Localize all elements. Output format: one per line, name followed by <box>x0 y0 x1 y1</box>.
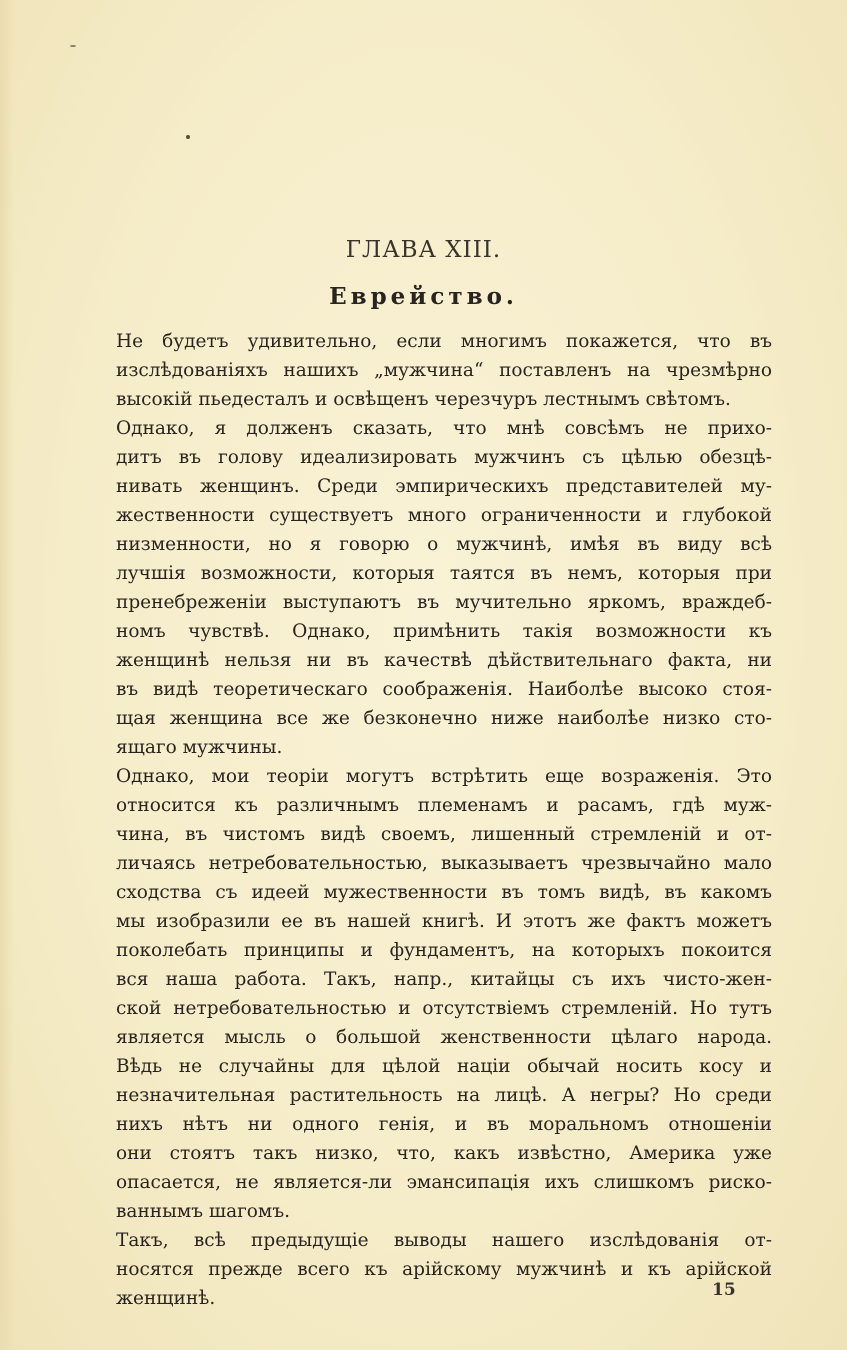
text-line: лучшія возможности, которыя таятся въ немъ, которыя при <box>116 563 772 584</box>
text-line: они стоятъ такъ низко, что, какъ извѣстно, Америка уже <box>116 1143 772 1164</box>
text-line: Не будетъ удивительно, если многимъ покажется, что въ <box>116 331 772 352</box>
text-line: вся наша работа. Такъ, напр., китайцы съ ихъ чисто-жен- <box>116 969 772 990</box>
body-text <box>116 327 772 1313</box>
text-line: низменности, но я говорю о мужчинѣ, имѣя въ виду всѣ <box>116 534 772 555</box>
text-line: личаясь нетребовательностью, выказываетъ чрезвычайно мало <box>116 853 772 874</box>
text-line: Однако, мои теоріи могутъ встрѣтить еще возраженія. Это <box>116 766 772 787</box>
paragraph <box>116 762 772 1226</box>
text-line: Такъ, всѣ предыдущіе выводы нашего изслѣдованія от- <box>116 1230 772 1251</box>
paragraph <box>116 414 772 762</box>
text-line: нивать женщинъ. Среди эмпирическихъ представителей му- <box>116 476 772 497</box>
text-line: Вѣдь не случайны для цѣлой націи обычай носить косу и <box>116 1056 772 1077</box>
text-line: жественности существуетъ много ограниченности и глубокой <box>116 505 772 526</box>
ink-speck <box>70 45 76 47</box>
text-line: нихъ нѣтъ ни одного генія, и въ моральномъ отношеніи <box>116 1114 772 1135</box>
text-line: въ видѣ теоретическаго соображенія. Наиболѣе высоко стоя- <box>116 679 772 700</box>
paragraph <box>116 327 772 414</box>
text-line: ской нетребовательностью и отсутствіемъ стремленій. Но тутъ <box>116 998 772 1019</box>
text-line: сходства съ идеей мужественности въ томъ видѣ, въ какомъ <box>116 882 772 903</box>
text-line: женщинѣ. <box>116 1288 216 1309</box>
text-line: номъ чувствѣ. Однако, примѣнить такія возможности къ <box>116 621 772 642</box>
text-line: ваннымъ шагомъ. <box>116 1201 290 1222</box>
text-line: ящаго мужчины. <box>116 737 283 758</box>
text-line: мы изобразили ее въ нашей книгѣ. И этотъ же фактъ можетъ <box>116 911 772 932</box>
text-line: Однако, я долженъ сказать, что мнѣ совсѣмъ не прихо- <box>116 418 772 439</box>
page-edge-shading <box>0 0 14 1350</box>
text-line: щая женщина все же безконечно ниже наиболѣе низко сто- <box>116 708 772 729</box>
page-number: 15 <box>712 1280 736 1300</box>
text-line: поколебать принципы и фундаментъ, на которыхъ покоится <box>116 940 772 961</box>
chapter-subtitle: Еврейство. <box>329 283 518 310</box>
text-line: опасается, не является-ли эмансипація ихъ слишкомъ риско- <box>116 1172 772 1193</box>
chapter-title: ГЛАВА XIII. <box>345 237 502 263</box>
text-line: носятся прежде всего къ арійскому мужчинѣ и къ арійской <box>116 1259 772 1280</box>
text-line: чина, въ чистомъ видѣ своемъ, лишенный стремленій и от- <box>116 824 772 845</box>
text-line: дитъ въ голову идеализировать мужчинъ съ цѣлью обезцѣ- <box>116 447 772 468</box>
paragraph <box>116 1226 772 1313</box>
text-line: относится къ различнымъ племенамъ и расамъ, гдѣ муж- <box>116 795 772 816</box>
ink-speck <box>186 135 190 139</box>
text-line: незначительная растительность на лицѣ. А негры? Но среди <box>116 1085 772 1106</box>
text-line: пренебреженіи выступаютъ въ мучительно яркомъ, враждеб- <box>116 592 772 613</box>
text-line: высокій пьедесталъ и освѣщенъ черезчуръ лестнымъ свѣтомъ. <box>116 389 731 410</box>
text-line: женщинѣ нельзя ни въ качествѣ дѣйствительнаго факта, ни <box>116 650 772 671</box>
text-line: изслѣдованіяхъ нашихъ „мужчина“ поставленъ на чрезмѣрно <box>116 360 772 381</box>
text-line: является мысль о большой женственности цѣлаго народа. <box>116 1027 772 1048</box>
